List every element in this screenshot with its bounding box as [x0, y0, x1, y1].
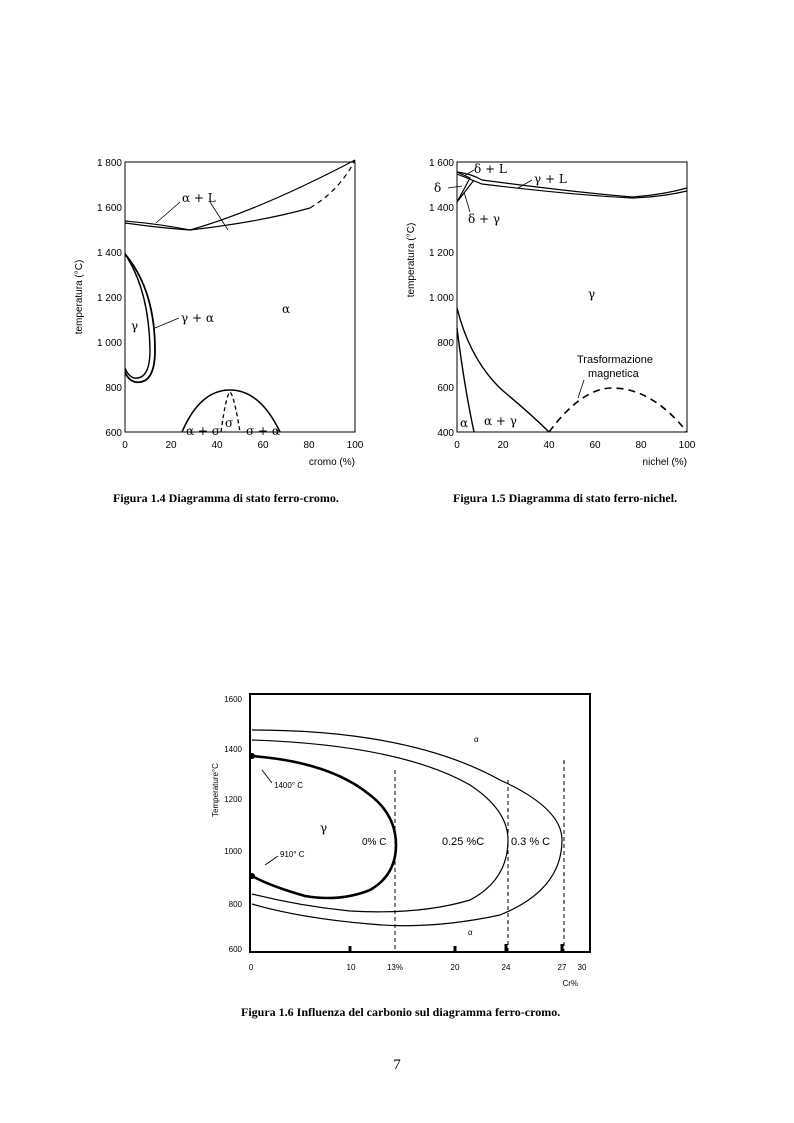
annotation-arrow — [262, 770, 272, 783]
y-tick-label: 1400 — [224, 745, 242, 754]
region-label: γ — [320, 821, 328, 835]
gamma-loop-outer — [125, 254, 155, 382]
leader-line — [155, 318, 179, 328]
y-tick-label: 1 800 — [96, 158, 122, 169]
x-tick-label: 0 — [248, 963, 254, 972]
figure-1-6-caption: Figura 1.6 Influenza del carbonio sul diagramma ferro-cromo. — [241, 1005, 561, 1019]
leader-line — [518, 180, 532, 188]
y-tick-label: 600 — [228, 945, 242, 954]
x-tick-label: 100 — [678, 440, 696, 451]
x-tick-label: 40 — [543, 440, 555, 451]
y-axis-label: temperatura (°C) — [74, 259, 85, 335]
figure-1-5-chart — [392, 150, 712, 480]
region-label: γ + α — [181, 311, 214, 325]
point-1400 — [249, 753, 255, 759]
x-tick-marks — [350, 944, 562, 952]
figure-1-4-caption: Figura 1.4 Diagramma di stato ferro-cromo. — [113, 491, 339, 505]
x-tick-label: 27 — [557, 963, 567, 972]
y-tick-label: 1 600 — [96, 203, 122, 214]
y-tick-label: 800 — [105, 383, 122, 394]
y-tick-label: 1 600 — [428, 158, 454, 169]
point-910 — [249, 873, 255, 879]
y-tick-label: 600 — [437, 383, 454, 394]
annotation-label: 910° C — [280, 850, 305, 859]
figure-1-4-chart — [60, 150, 380, 480]
y-ticks — [429, 158, 454, 439]
x-tick-label: 80 — [303, 440, 315, 451]
region-label: γ — [588, 287, 596, 301]
y-tick-label: 800 — [228, 900, 242, 909]
y-ticks — [224, 695, 242, 954]
y-tick-label: 1200 — [224, 795, 242, 804]
curve-0-3-c — [252, 730, 562, 926]
region-label: δ + γ — [468, 212, 501, 226]
plot-frame — [250, 694, 590, 952]
region-label: α + γ — [484, 414, 517, 428]
region-label: α + σ — [186, 424, 220, 438]
curve-label: 0% C — [362, 837, 387, 848]
y-tick-label: 600 — [105, 428, 122, 439]
region-label: δ + L — [474, 162, 507, 176]
x-ticks — [122, 440, 364, 451]
y-tick-label: 1 000 — [96, 338, 122, 349]
x-tick-label: 20 — [450, 963, 460, 972]
y-tick-label: 1 400 — [428, 203, 454, 214]
x-tick-label: 30 — [577, 963, 587, 972]
region-label: α — [282, 302, 291, 316]
page-number: 7 — [393, 1057, 401, 1073]
region-label: α — [460, 416, 469, 430]
x-tick-label: 100 — [346, 440, 364, 451]
x-tick-label: 20 — [165, 440, 177, 451]
y-axis-label: temperatura (°C) — [406, 222, 417, 298]
y-tick-label: 1600 — [224, 695, 242, 704]
y-tick-label: 1 200 — [96, 293, 122, 304]
leader-line — [464, 192, 470, 212]
x-tick-label: 20 — [497, 440, 509, 451]
y-tick-label: 1 000 — [428, 293, 454, 304]
figure-1-5-caption: Figura 1.5 Diagramma di stato ferro-nichel. — [453, 491, 678, 505]
x-tick-label: 0 — [454, 440, 460, 451]
x-tick-label: 24 — [501, 963, 511, 972]
region-label: γ + L — [534, 172, 567, 186]
curve-label: 0.3 % C — [511, 836, 551, 848]
x-tick-label: 80 — [635, 440, 647, 451]
curve-label: 0.25 %C — [442, 836, 485, 848]
x-tick-label: 10 — [346, 963, 356, 972]
region-label: δ — [434, 181, 442, 195]
y-ticks — [97, 158, 122, 439]
y-tick-label: 1 200 — [428, 248, 454, 259]
y-tick-label: 1000 — [224, 847, 242, 856]
region-label: γ — [131, 319, 139, 333]
figure-1-6-chart — [200, 690, 610, 990]
annotation-label: Trasformazione — [577, 354, 654, 366]
annotation-label: magnetica — [588, 368, 639, 380]
region-label: α — [474, 735, 479, 744]
region-label: α — [468, 928, 473, 937]
plot-frame — [457, 162, 687, 432]
x-tick-label: 40 — [211, 440, 223, 451]
region-label: σ + α — [246, 424, 280, 438]
annotation-arrow — [265, 856, 278, 865]
x-ticks — [454, 440, 696, 451]
x-axis-label: nichel (%) — [642, 457, 687, 468]
x-ticks — [249, 963, 587, 972]
annotation-leader — [578, 380, 584, 398]
y-tick-label: 400 — [437, 428, 454, 439]
x-tick-label: 0 — [122, 440, 128, 451]
leader-line — [448, 186, 462, 188]
region-label: α + L — [182, 191, 216, 205]
x-axis-label: Cr% — [562, 979, 578, 988]
magnetic-transformation-dashed — [549, 388, 687, 432]
x-tick-label: 13% — [386, 963, 404, 972]
x-tick-label: 60 — [257, 440, 269, 451]
solidus-dashed-line — [310, 160, 355, 208]
y-axis-label: Temperature°C — [211, 763, 220, 817]
y-tick-label: 1 400 — [96, 248, 122, 259]
y-tick-label: 800 — [437, 338, 454, 349]
annotation-label: 1400° C — [274, 781, 303, 790]
region-label: σ — [225, 416, 234, 430]
x-axis-label: cromo (%) — [308, 457, 355, 468]
x-tick-label: 60 — [589, 440, 601, 451]
solidus-line — [125, 208, 310, 230]
